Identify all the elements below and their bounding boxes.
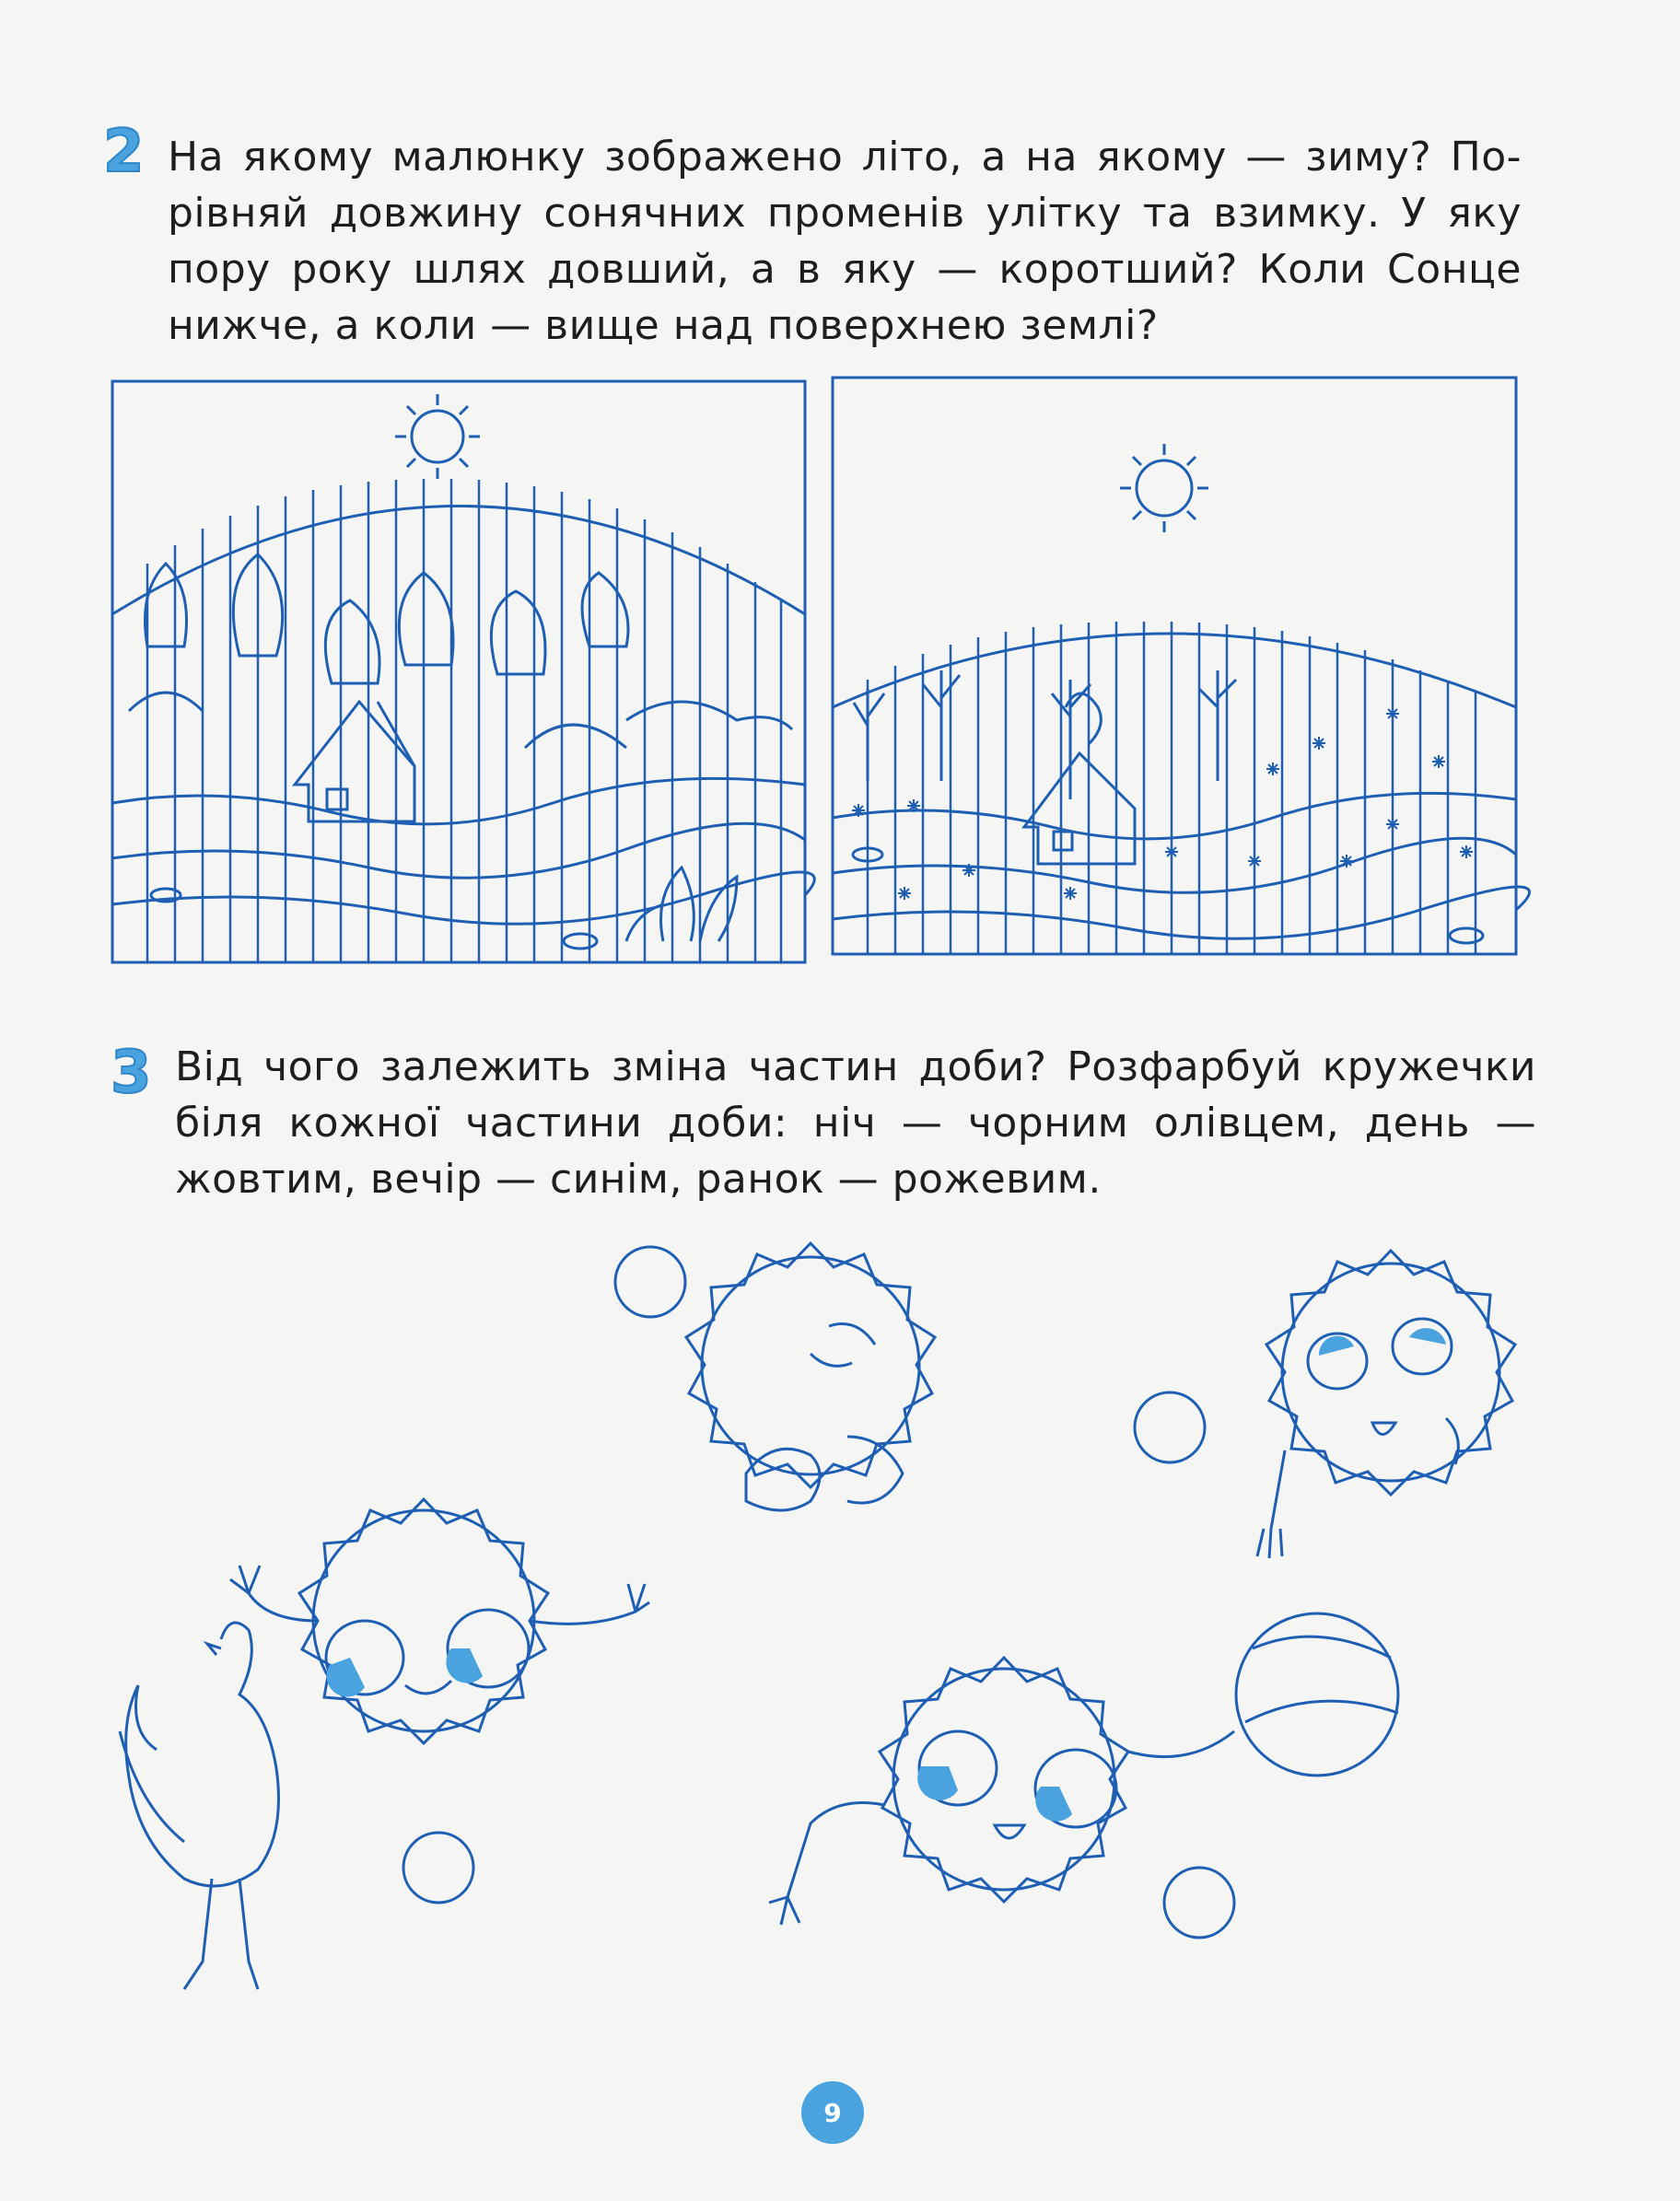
waving-sun-icon <box>230 1499 649 1743</box>
task-2-line-1: На якому малюнку зображено літо, а на якому — зиму? По- <box>168 134 1522 181</box>
looking-up-sun-icon <box>1257 1251 1515 1558</box>
task-2-line-4: нижче, а коли — вище над поверхнею землі? <box>168 302 1159 349</box>
task-3-number: 3 <box>111 1039 152 1107</box>
color-circle-sleeping-sun[interactable] <box>615 1247 685 1317</box>
task-2-line-2: рівняй довжину сонячних променів улітку та взимку. У яку <box>168 190 1522 237</box>
rooster-icon <box>120 1623 279 1989</box>
page-number-badge <box>801 2081 864 2144</box>
page-number: 9 <box>823 2097 842 2128</box>
sleeping-sun-icon <box>686 1243 935 1510</box>
ball-sun-icon <box>769 1613 1398 1925</box>
color-circle-waving-sun[interactable] <box>403 1833 473 1903</box>
task-3-line-2: біля кожної частини доби: ніч — чорним олівцем, день — <box>175 1100 1536 1147</box>
color-circle-looking-up-sun[interactable] <box>1135 1392 1205 1462</box>
task-3-line-1: Від чого залежить зміна частин доби? Розфарбуй кружечки <box>175 1043 1536 1090</box>
task-3-line-3: жовтим, вечір — синім, ранок — рожевим. <box>175 1156 1102 1203</box>
color-circle-ball-sun[interactable] <box>1164 1868 1234 1938</box>
task-2-line-3: пору року шлях довший, а в яку — коротший? Коли Сонце <box>168 246 1522 293</box>
task-2-number: 2 <box>103 118 145 186</box>
